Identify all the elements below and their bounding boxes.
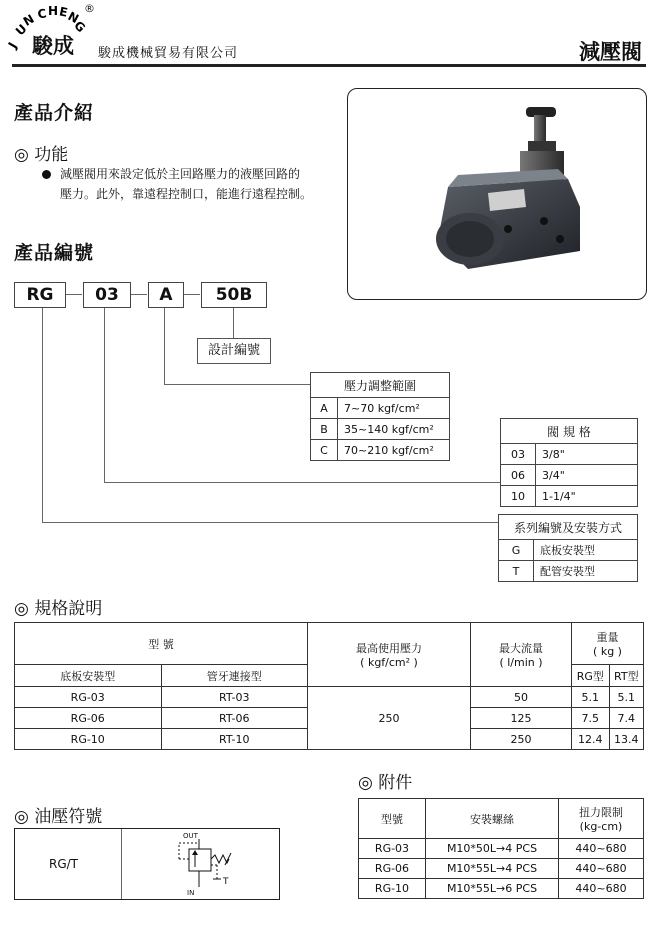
leader-line [233,308,234,338]
leader-line [164,308,165,384]
table-row: G 底板安裝型 [499,540,638,561]
symbol-box [14,828,280,900]
weight-header: 重量 ( kg ) [572,623,644,665]
acc-torque-header: 扭力限制 (kg-cm) [559,799,644,839]
mount-type-header: 系列編號及安裝方式 [499,515,638,540]
pressure-range-header: 壓力調整範圍 [311,373,450,398]
model-header: 型 號 [15,623,308,665]
svg-text:N: N [65,9,82,27]
svg-text:U: U [12,21,30,39]
leader-line [164,384,310,385]
flow-header: 最大流量 ( l/min ) [471,623,572,687]
design-number-box: 設計編號 [197,338,271,364]
pressure-header: 最高使用壓力 ( kgf/cm² ) [308,623,471,687]
pipe-mount-header: 管牙連接型 [161,665,308,687]
table-row: RG-03 RT-03 250 50 5.1 5.1 [15,687,644,708]
leader-line [104,308,105,482]
max-pressure-value: 250 [308,687,471,750]
specs-table [14,622,644,750]
table-row: 06 3/4" [501,465,638,486]
svg-text:G: G [71,18,89,36]
rg-weight-header: RG型 [572,665,610,687]
symbol-title: ◎ 油壓符號 [14,807,103,827]
acc-bolt-header: 安裝螺絲 [426,799,559,839]
base-mount-header: 底板安裝型 [15,665,162,687]
leader-line [42,522,498,523]
product-photo [347,88,647,300]
function-title: ◎ 功能 [14,145,69,165]
header-divider [12,64,646,67]
svg-text:N: N [20,11,37,29]
table-row: A 7~70 kgf/cm² [311,398,450,419]
svg-text:H: H [48,4,59,18]
leader-line [104,482,500,483]
valve-image-icon [348,89,646,299]
code-connector [131,294,147,295]
table-row: T 配管安裝型 [499,561,638,582]
symbol-in-label: IN [187,889,195,897]
svg-text:J: J [5,39,20,51]
table-row: C 70~210 kgf/cm² [311,440,450,461]
svg-text:C: C [36,6,48,22]
table-row: RG-10 M10*55L→6 PCS 440~680 [359,879,644,899]
svg-text:E: E [58,4,69,20]
table-row: RG-06 M10*55L→4 PCS 440~680 [359,859,644,879]
function-text-line2: 壓力。此外，靠遠程控制口，能進行遠程控制。 [60,187,313,201]
leader-line [42,308,43,522]
code-title: 產品編號 [14,242,95,264]
symbol-divider [121,829,122,899]
table-row: RG-03 M10*50L→4 PCS 440~680 [359,839,644,859]
accessories-table [358,798,644,899]
code-connector [66,294,82,295]
code-pressure-box: A [148,282,184,308]
code-design-box: 50B [201,282,267,308]
symbol-t-label: T [223,877,229,887]
acc-model-header: 型號 [359,799,426,839]
logo-registered-mark: ® [84,2,95,15]
table-row: B 35~140 kgf/cm² [311,419,450,440]
mount-type-table [498,514,638,582]
symbol-out-label: OUT [183,832,198,840]
code-series-box: RG [14,282,66,308]
specs-title: ◎ 規格說明 [14,599,103,619]
accessories-title: ◎ 附件 [358,773,413,793]
intro-title: 產品介紹 [14,102,95,124]
valve-size-table [500,418,638,507]
pressure-reducing-valve-symbol-icon [165,839,255,889]
code-size-box: 03 [83,282,131,308]
page-title: 減壓閥 [579,40,642,64]
valve-size-header: 閥 規 格 [501,419,638,444]
symbol-label: RG/T [49,857,79,871]
function-text-line1: 減壓閥用來設定低於主回路壓力的液壓回路的 [60,167,301,181]
rt-weight-header: RT型 [609,665,643,687]
logo-chinese: 駿成 [32,34,74,58]
table-row: 03 3/8" [501,444,638,465]
company-name: 駿成機械貿易有限公司 [98,46,239,61]
table-row: 10 1-1/4" [501,486,638,507]
code-connector [184,294,200,295]
pressure-range-table [310,372,450,461]
bullet-icon [42,170,51,179]
table-row: RG-10 RT-10 250 12.4 13.4 [15,729,644,750]
table-row: RG-06 RT-06 125 7.5 7.4 [15,708,644,729]
